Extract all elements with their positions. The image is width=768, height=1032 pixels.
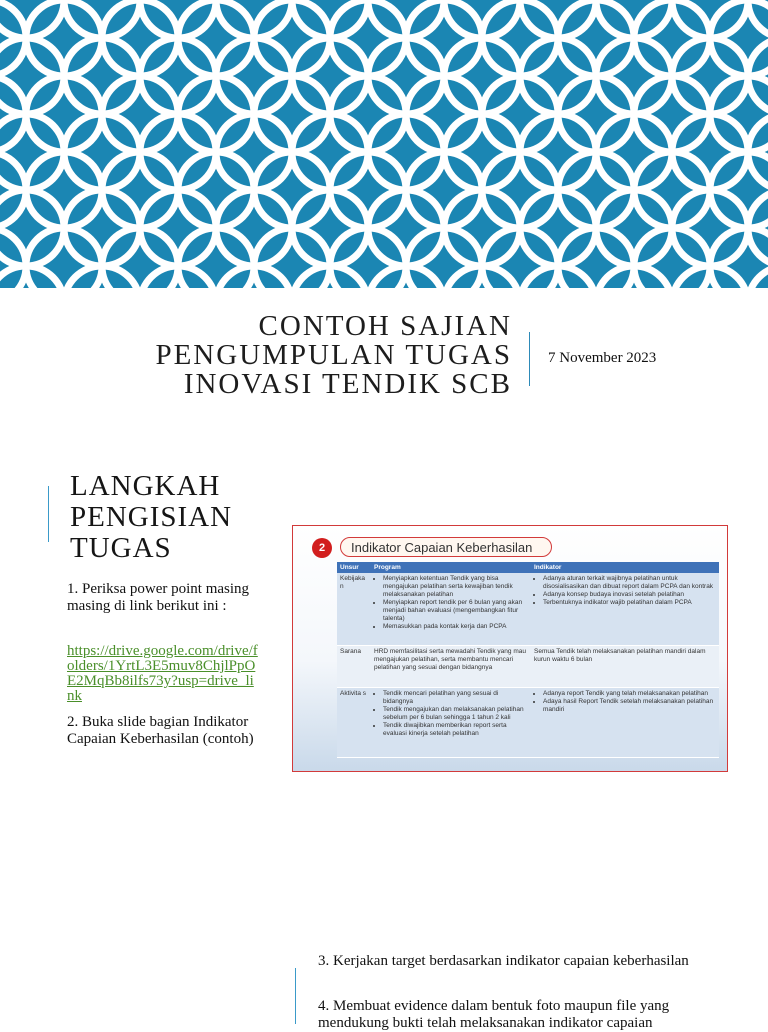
cell-indikator [531, 687, 719, 757]
indikator-item: • Terbentuknya indikator wajib pelatihan dalam PCPA [543, 599, 716, 607]
indikator-item: • Adaya hasil Report Tendik setelah melaksanakan pelatihan mandiri [543, 698, 716, 714]
cell-program [371, 687, 531, 757]
step-1-text: 1. Periksa power point masing masing di link berikut ini : [67, 581, 250, 614]
presentation-date: 7 November 2023 [548, 350, 657, 366]
header-program: Program [371, 562, 531, 573]
title-line-3: INOVASI TENDIK SCB [183, 368, 512, 400]
cell-program [371, 573, 531, 645]
program-item: • Tendik mencari pelatihan yang sesuai di bidangnya [383, 690, 528, 706]
header-unsur: Unsur [337, 562, 371, 573]
cell-indikator [531, 573, 719, 645]
indikator-table [337, 562, 719, 758]
indikator-item: • Adanya konsep budaya inovasi setelah pelatihan [543, 591, 716, 599]
title-line-2: PENGUMPULAN TUGAS [155, 339, 512, 371]
section-accent-line [48, 486, 49, 542]
table-header-row [337, 562, 719, 573]
step-3-text: 3. Kerjakan target berdasarkan indikator capaian keberhasilan [318, 953, 689, 969]
step-2-text: 2. Buka slide bagian Indikator Capaian Keberhasilan (contoh) [67, 714, 254, 747]
program-item: • Menyiapkan ketentuan Tendik yang bisa mengajukan pelatihan serta kewajiban tendik melaksanakan pelatihan [383, 575, 528, 599]
cell-unsur: Sarana [337, 645, 371, 687]
circle-pattern-graphic [0, 0, 768, 288]
step-4-text: 4. Membuat evidence dalam bentuk foto maupun file yang mendukung bukti telah melaksanakan indikator capaian [318, 998, 670, 1031]
section-title-line-1: LANGKAH [70, 470, 221, 502]
title-divider [529, 332, 530, 386]
section-title [70, 471, 270, 564]
bottom-accent-line [295, 968, 296, 1024]
slide-title: Indikator Capaian Keberhasilan [340, 537, 552, 557]
indikator-item: • Adanya report Tendik yang telah melaksanakan pelatihan [543, 690, 716, 698]
cell-program: HRD memfasilitasi serta mewadahi Tendik yang mau mengajukan pelatihan, serta membantu mencari pelatihan yang sesuai dengan bidangnya [371, 645, 531, 687]
indikator-item: • Adanya aturan terkait wajibnya pelatihan untuk disosialisasikan dan dibuat report dalam PCPA dan kontrak [543, 575, 716, 591]
pattern-banner [0, 0, 768, 288]
cell-indikator: Semua Tendik telah melaksanakan pelatihan mandiri dalam kurun waktu 6 bulan [531, 645, 719, 687]
slide-number-badge: 2 [312, 538, 332, 558]
drive-link[interactable]: https://drive.google.com/drive/folders/1YrtL3E5muv8ChjlPpOE2MqBb8ilfs73y?usp=drive_link [67, 643, 258, 704]
section-title-line-2: PENGISIAN [70, 501, 233, 533]
indikator-slide-image [292, 525, 728, 772]
program-item: • Memasukkan pada kontak kerja dan PCPA [383, 623, 528, 631]
presentation-title [40, 312, 512, 399]
table-row [337, 573, 719, 645]
table-row [337, 687, 719, 757]
program-item: • Tendik diwajibkan memberikan report serta evaluasi kinerja setelah pelatihan [383, 722, 528, 738]
header-indikator: Indikator [531, 562, 719, 573]
section-title-line-3: TUGAS [70, 532, 172, 564]
program-item: • Menyiapkan report tendik per 6 bulan yang akan menjadi bahan evaluasi (mengembangkan fitur talenta) [383, 599, 528, 623]
table-row [337, 645, 719, 687]
cell-unsur: Kebijaka n [337, 573, 371, 645]
title-line-1: CONTOH SAJIAN [258, 310, 512, 342]
cell-unsur: Aktivita s [337, 687, 371, 757]
program-item: • Tendik mengajukan dan melaksanakan pelatihan sebelum per 6 bulan sehingga 1 tahun 2 kali [383, 706, 528, 722]
